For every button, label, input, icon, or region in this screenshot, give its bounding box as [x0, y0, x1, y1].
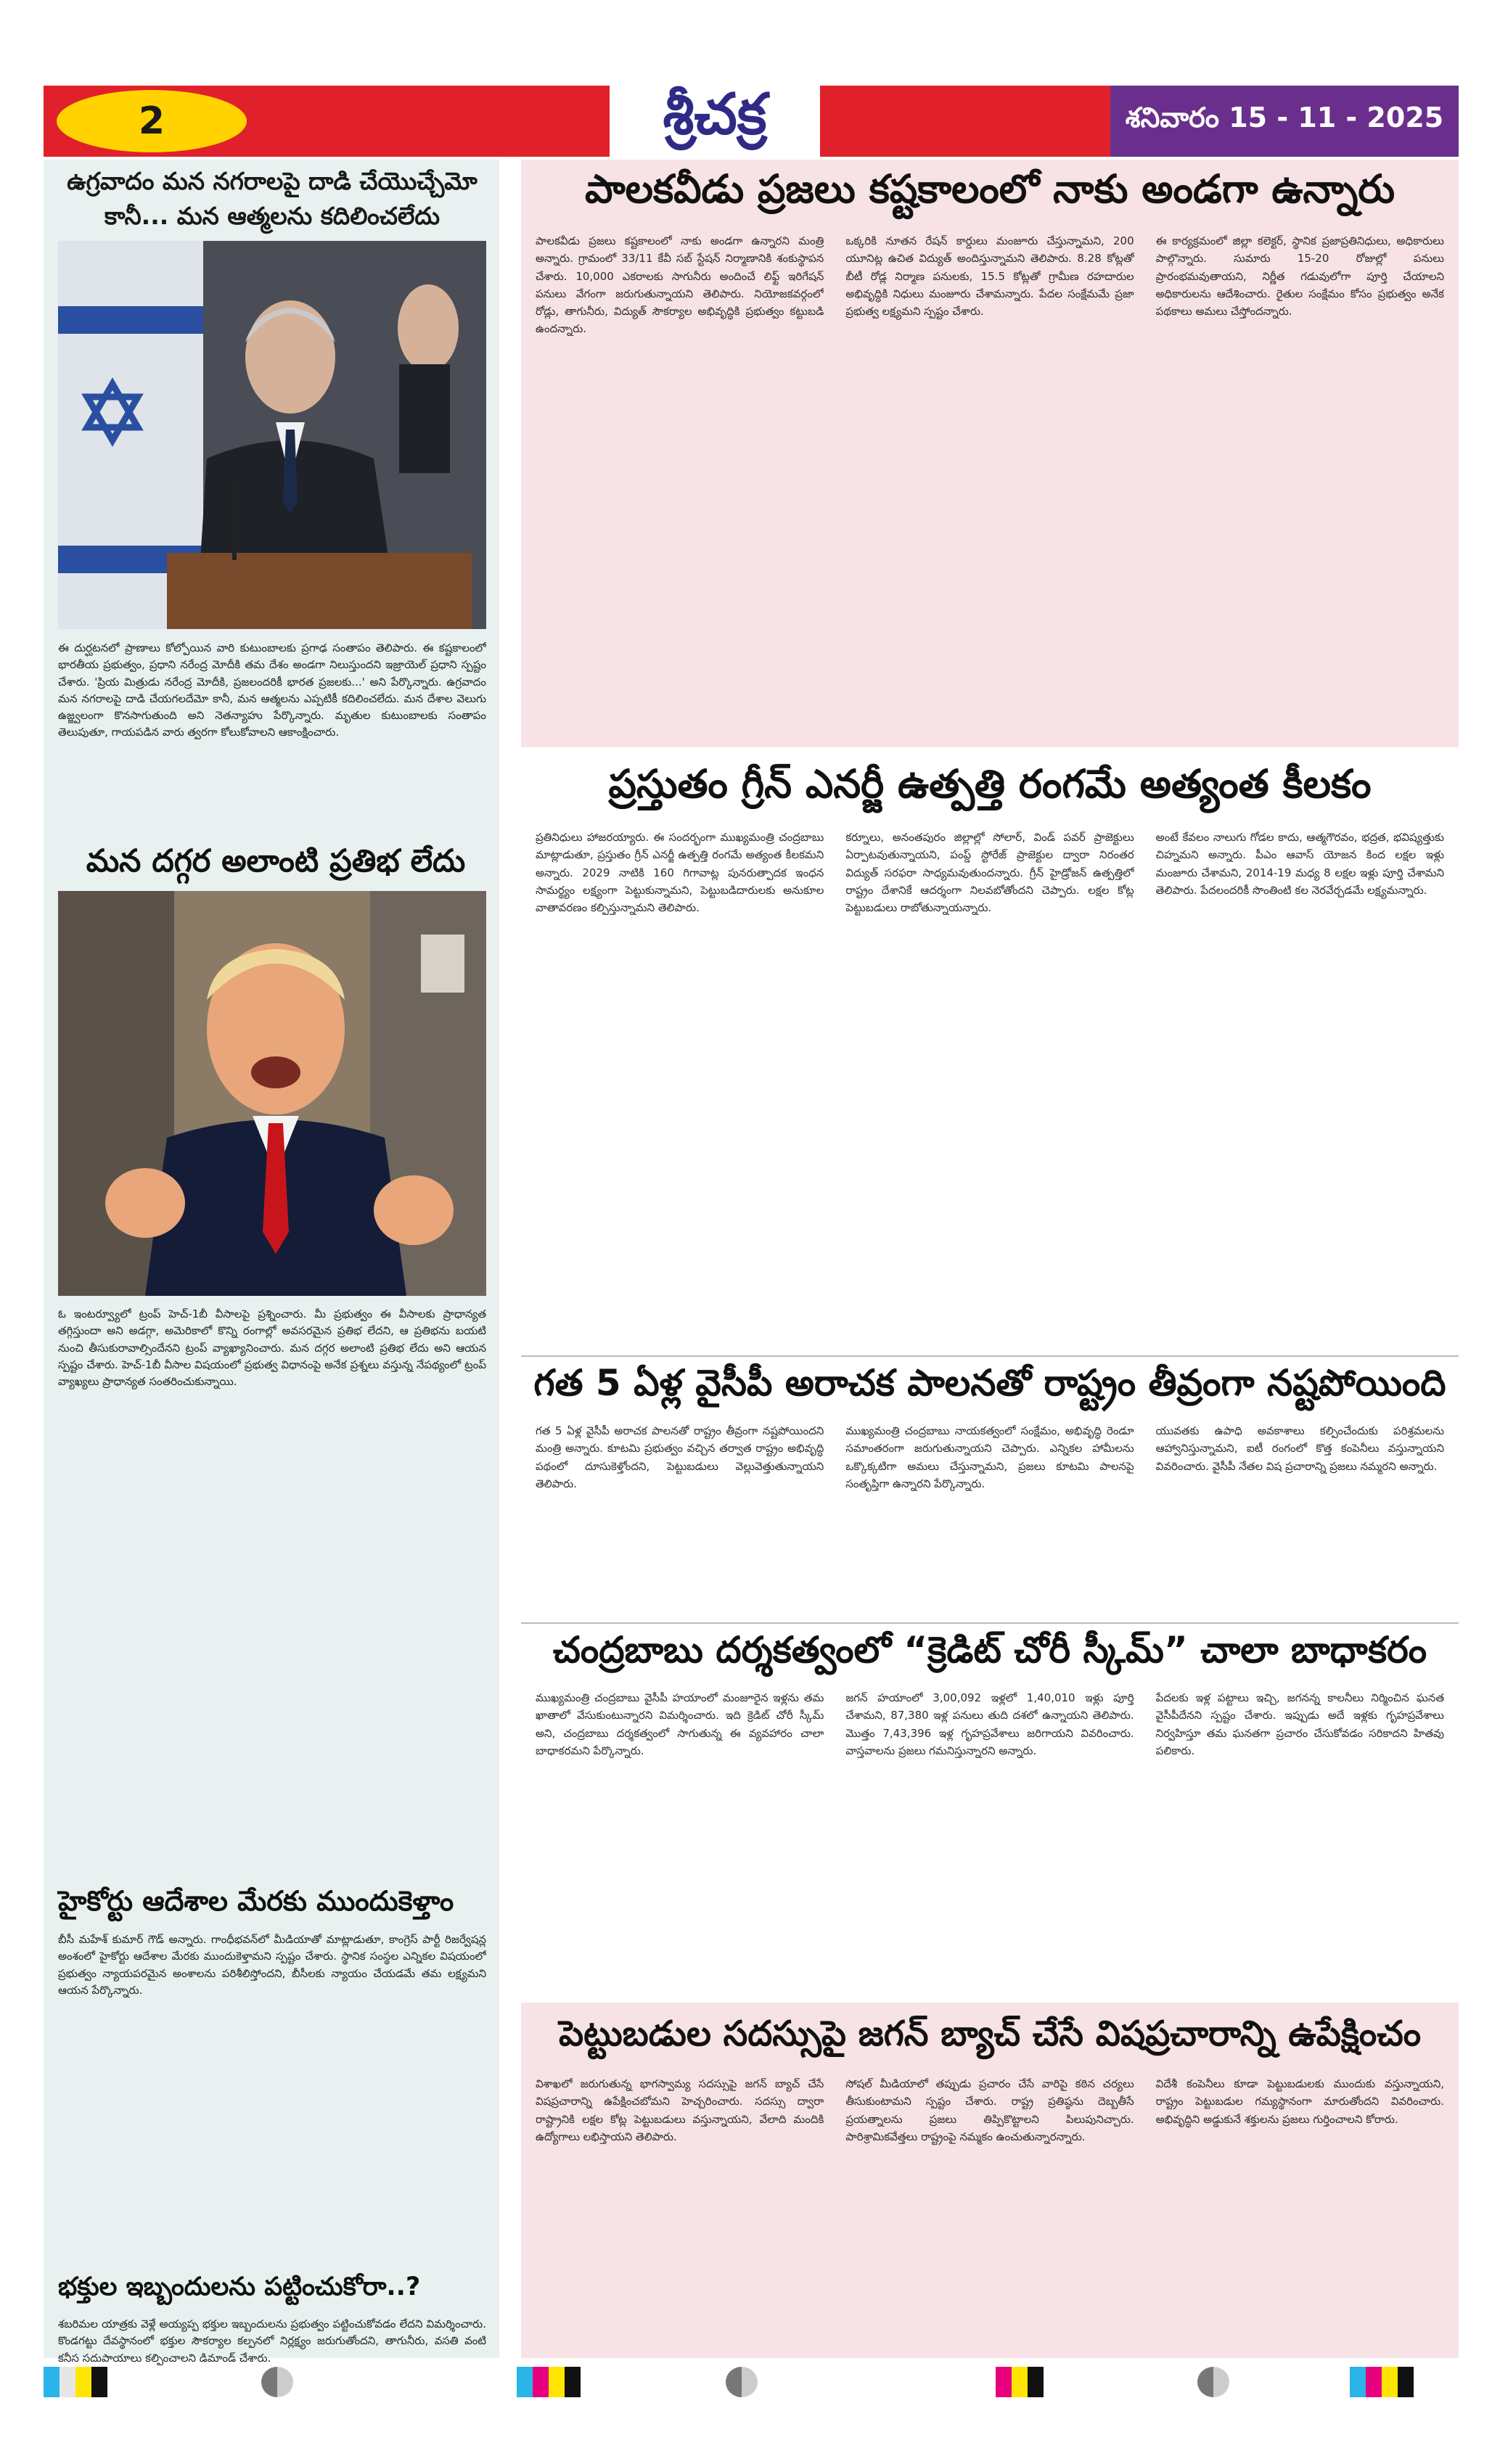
left-headline-4: భక్తుల ఇబ్బందులను పట్టించుకోరా..? — [58, 2272, 421, 2301]
registration-mark — [261, 2367, 293, 2397]
story-3-body: బీసీ మహేశ్ కుమార్ గౌడ్ అన్నారు. గాంధీభవన్‌లో మీడియాతో మాట్లాడుతూ, కాంగ్రెస్ పార్టీ రిజర్వేషన్ల అంశంలో హైకోర్టు ఆదేశాల మేరకు ముందుకెళ్తామని స్పష్టం చేశారు. స్థానిక సంస్థల ఎన్నికల విషయంలో ప్రభుత్వం న్యాయపరమైన అంశాలను పరిశీలిస్తోందని, బీసీలకు న్యాయం చేయడమే తమ లక్ష్యమని ఆయన పేర్కొన్నారు. — [58, 1933, 486, 1997]
left-headline-3: హైకోర్టు ఆదేశాల మేరకు ముందుకెళ్తాం — [58, 1885, 454, 1917]
article-4-column-3: పేదలకు ఇళ్ల పట్టాలు ఇచ్చి, జగనన్న కాలనీలు నిర్మించిన ఘనత వైసీపీదేనని స్పష్టం చేశారు. ఇప్పుడు అదే ఇళ్లకు గృహప్రవేశాలు నిర్వహిస్తూ తమ ఘనతగా ప్రచారం చేసుకోవడం సరికాదని హితవు పలికారు. — [1155, 1691, 1444, 1757]
article-1-column-3: ఈ కార్యక్రమంలో జిల్లా కలెక్టర్, స్థానిక ప్రజాప్రతినిధులు, అధికారులు పాల్గొన్నారు. సుమారు 15-20 రోజుల్లో పనులు ప్రారంభమవుతాయని, నిర్ణీత గడువులోగా పూర్తి చేయాలని అధికారులను ఆదేశించారు. రైతుల సంక్షేమం కోసం ప్రభుత్వం అనేక పథకాలు అమలు చేస్తోందన్నారు. — [1155, 234, 1444, 319]
masthead-red-band-right — [820, 86, 1110, 157]
issue-date: శనివారం 15 - 11 - 2025 — [1110, 86, 1459, 157]
article-2-headline: ప్రస్తుతం గ్రీన్ ఎనర్జీ ఉత్పత్తి రంగమే అత్యంత కీలకం — [608, 761, 1372, 807]
page-number: 2 — [57, 90, 247, 152]
article-4-column-2: జగన్ హయాంలో 3,00,092 ఇళ్లలో 1,40,010 ఇళ్లు పూర్తి చేశామని, 87,380 ఇళ్ల పనులు తుది దశలో ఉన్నాయని తెలిపారు. మొత్తం 7,43,396 ఇళ్ల గృహప్రవేశాలు జరిగాయని వివరించారు. వాస్తవాలను ప్రజలు గమనిస్తున్నారని అన్నారు. — [845, 1691, 1134, 1757]
newspaper-logo: శ్రీచక్ర — [610, 81, 820, 161]
print-color-bar — [44, 2367, 107, 2397]
left-headline-1 — [58, 164, 486, 234]
article-3 — [521, 1358, 1459, 1619]
trump-photo — [58, 891, 486, 1296]
print-color-bar — [996, 2367, 1044, 2397]
article-4-column-1: ముఖ్యమంత్రి చంద్రబాబు వైసీపీ హయాంలో మంజూరైన ఇళ్లను తమ ఖాతాలో వేసుకుంటున్నారని విమర్శించారు. ఇది క్రెడిట్ చోరీ స్కీమ్ అని, చంద్రబాబు దర్శకత్వంలో సాగుతున్న ఈ వ్యవహారం చాలా బాధాకరమని పేర్కొన్నారు. — [536, 1691, 824, 1757]
left-headline-1-line-1: ఉగ్రవాదం మన నగరాలపై దాడి చేయొచ్చేమో — [67, 167, 478, 195]
article-5-column-3: విదేశీ కంపెనీలు కూడా పెట్టుబడులకు ముందుకు వస్తున్నాయని, రాష్ట్రం పెట్టుబడుల గమ్యస్థానంగా మారుతోందని వివరించారు. అభివృద్ధిని అడ్డుకునే శక్తులను ప్రజలు గుర్తించాలని కోరారు. — [1155, 2077, 1444, 2126]
article-3-column-2: ముఖ్యమంత్రి చంద్రబాబు నాయకత్వంలో సంక్షేమం, అభివృద్ధి రెండూ సమాంతరంగా జరుగుతున్నాయని చెప్పారు. ఎన్నికల హామీలను ఒక్కొక్కటిగా అమలు చేస్తున్నామని, ప్రజలు కూటమి పాలనపై సంతృప్తిగా ఉన్నారని పేర్కొన్నారు. — [845, 1424, 1134, 1490]
article-2 — [521, 756, 1459, 1351]
print-color-bar — [517, 2367, 581, 2397]
article-2-column-1: ప్రతినిధులు హాజరయ్యారు. ఈ సందర్భంగా ముఖ్యమంత్రి చంద్రబాబు మాట్లాడుతూ, ప్రస్తుతం గ్రీన్ ఎనర్జీ ఉత్పత్తి రంగమే అత్యంత కీలకమని అన్నారు. 2029 నాటికి 160 గిగావాట్ల పునరుత్పాదక ఇంధన సామర్థ్యం లక్ష్యంగా పెట్టుకున్నామని, పెట్టుబడిదారులకు అనుకూల వాతావరణం కల్పిస్తున్నామని తెలిపారు. — [536, 831, 824, 915]
article-5-headline: పెట్టుబడుల సదస్సుపై జగన్ బ్యాచ్ చేసే విషప్రచారాన్ని ఉపేక్షించం — [558, 2013, 1422, 2054]
article-5-column-1: విశాఖలో జరుగుతున్న భాగస్వామ్య సదస్సుపై జగన్ బ్యాచ్ చేసే విషప్రచారాన్ని ఉపేక్షించబోమని హెచ్చరించారు. సదస్సు ద్వారా రాష్ట్రానికి లక్షల కోట్ల పెట్టుబడులు వస్తున్నాయని, వేలాది మందికి ఉద్యోగాలు లభిస్తాయని తెలిపారు. — [536, 2077, 824, 2143]
left-column — [44, 160, 499, 2365]
article-5-column-2: సోషల్ మీడియాలో తప్పుడు ప్రచారం చేసే వారిపై కఠిన చర్యలు తీసుకుంటామని స్పష్టం చేశారు. రాష్ట్ర ప్రతిష్ఠను దెబ్బతీసే ప్రయత్నాలను ప్రజలు తిప్పికొట్టాలని పిలుపునిచ్చారు. పారిశ్రామికవేత్తలు రాష్ట్రంపై నమ్మకం ఉంచుతున్నారన్నారు. — [845, 2077, 1134, 2143]
article-2-column-3: అంటే కేవలం నాలుగు గోడల కాదు, ఆత్మగౌరవం, భద్రత, భవిష్యత్తుకు చిహ్నమని అన్నారు. పీఎం ఆవాస్ యోజన కింద లక్షల ఇళ్లు మంజూరు చేశామని, 2014-19 మధ్య 8 లక్షల ఇళ్లు పూర్తి చేశామని తెలిపారు. పేదలందరికీ సొంతింటి కల నెరవేర్చడమే లక్ష్యమన్నారు. — [1155, 831, 1444, 897]
netanyahu-photo — [58, 241, 486, 629]
story-4-body: శబరిమల యాత్రకు వెళ్లే అయ్యప్ప భక్తుల ఇబ్బందులను ప్రభుత్వం పట్టించుకోవడం లేదని విమర్శించారు. కొండగట్టు దేవస్థానంలో భక్తుల సౌకర్యాల కల్పనలో నిర్లక్ష్యం జరుగుతోందని, తాగునీరు, వసతి వంటి కనీస సదుపాయాలు కల్పించాలని డిమాండ్ చేశారు. — [58, 2317, 486, 2365]
article-5 — [521, 2003, 1459, 2358]
registration-mark — [1197, 2367, 1229, 2397]
story-1-body: ఈ దుర్ఘటనలో ప్రాణాలు కోల్పోయిన వారి కుటుంబాలకు ప్రగాఢ సంతాపం తెలిపారు. ఈ కష్టకాలంలో భారతీయ ప్రభుత్వం, ప్రధాని నరేంద్ర మోదీకి తమ దేశం అండగా నిలుస్తుందని ఇజ్రాయెల్ ప్రధాని స్పష్టం చేశారు. 'ప్రియ మిత్రుడు నరేంద్ర మోదీకి, ప్రజలందరికీ భారత ప్రజలకు...' అని పేర్కొన్నారు. ఉగ్రవాదం మన నగరాలపై దాడి చేయగలదేమో కానీ, మన ఆత్మలను ఎప్పటికీ కదిలించలేదు. మన దేశాల వెలుగు ఉజ్జ్వలంగా కొనసాగుతుంది అని నెతన్యాహు పేర్కొన్నారు. మృతుల కుటుంబాలకు సంతాపం తెలుపుతూ, గాయపడిన వారు త్వరగా కోలుకోవాలని ఆకాంక్షించారు. — [58, 641, 486, 739]
article-1-column-2: ఒక్కరికి నూతన రేషన్ కార్డులు మంజూరు చేస్తున్నామని, 200 యూనిట్ల ఉచిత విద్యుత్ అందిస్తున్నామని తెలిపారు. 8.28 కోట్లతో బీటీ రోడ్ల నిర్మాణ పనులకు, 15.5 కోట్లతో గ్రామీణ రహదారుల అభివృద్ధికి నిధులు మంజూరు చేశామన్నారు. పేదల సంక్షేమమే ప్రజా ప్రభుత్వ లక్ష్యమని స్పష్టం చేశారు. — [845, 234, 1134, 319]
article-4 — [521, 1625, 1459, 1988]
article-1 — [521, 160, 1459, 747]
article-2-column-2: కర్నూలు, అనంతపురం జిల్లాల్లో సోలార్, విండ్ పవర్ ప్రాజెక్టులు ఏర్పాటవుతున్నాయని, పంప్డ్ స్టోరేజ్ ప్రాజెక్టుల ద్వారా నిరంతర విద్యుత్ సరఫరా సాధ్యమవుతుందన్నారు. గ్రీన్ హైడ్రోజన్ ఉత్పత్తిలో రాష్ట్రం దేశానికే ఆదర్శంగా నిలవబోతోందని చెప్పారు. లక్షల కోట్ల పెట్టుబడులు రాబోతున్నాయన్నారు. — [845, 831, 1134, 915]
print-color-bar — [1350, 2367, 1414, 2397]
story-2-body: ఓ ఇంటర్వ్యూలో ట్రంప్ హెచ్-1బీ వీసాలపై ప్రశ్నించారు. మీ ప్రభుత్వం ఈ వీసాలకు ప్రాధాన్యత తగ్గిస్తుందా అని అడగ్గా, అమెరికాలో కొన్ని రంగాల్లో అవసరమైన ప్రతిభ లేదని, ఆ ప్రతిభను బయటి నుంచి తీసుకురావాల్సిందేనని ట్రంప్ వ్యాఖ్యానించారు. మన దగ్గర అలాంటి ప్రతిభ లేదు అని ఆయన స్పష్టం చేశారు. హెచ్-1బీ వీసాల విషయంలో ప్రభుత్వ విధానంపై అనేక ప్రశ్నలు వస్తున్న నేపథ్యంలో ట్రంప్ వ్యాఖ్యలు ప్రాధాన్యత సంతరించుకున్నాయి. — [58, 1307, 486, 1388]
registration-mark — [726, 2367, 758, 2397]
article-4-headline: చంద్రబాబు దర్శకత్వంలో “క్రెడిట్ చోరీ స్కీమ్” చాలా బాధాకరం — [552, 1629, 1427, 1671]
article-3-column-1: గత 5 ఏళ్ల వైసీపీ అరాచక పాలనతో రాష్ట్రం తీవ్రంగా నష్టపోయిందని మంత్రి అన్నారు. కూటమి ప్రభుత్వం వచ్చిన తర్వాత రాష్ట్రం అభివృద్ధి పథంలో దూసుకెళ్తోందని, పెట్టుబడులు వెల్లువెత్తుతున్నాయని తెలిపారు. — [536, 1424, 824, 1490]
left-headline-1-line-2: కానీ... మన ఆత్మలను కదిలించలేదు — [104, 201, 440, 230]
article-3-column-3: యువతకు ఉపాధి అవకాశాలు కల్పించేందుకు పరిశ్రమలను ఆహ్వానిస్తున్నామని, ఐటీ రంగంలో కొత్త కంపెనీలు వస్తున్నాయని వివరించారు. వైసీపీ నేతల విష ప్రచారాన్ని ప్రజలు నమ్మరని అన్నారు. — [1155, 1424, 1444, 1473]
article-1-headline: పాలకవీడు ప్రజలు కష్టకాలంలో నాకు అండగా ఉన్నారు — [584, 166, 1396, 212]
article-3-headline: గత 5 ఏళ్ల వైసీపీ అరాచక పాలనతో రాష్ట్రం తీవ్రంగా నష్టపోయింది — [533, 1362, 1446, 1404]
divider — [521, 1355, 1459, 1357]
left-headline-2: మన దగ్గర అలాంటి ప్రతిభ లేదు — [86, 843, 466, 879]
divider — [521, 1622, 1459, 1624]
masthead — [44, 81, 1459, 157]
article-1-column-1: పాలకవీడు ప్రజలు కష్టకాలంలో నాకు అండగా ఉన్నారని మంత్రి అన్నారు. గ్రామంలో 33/11 కేవీ సబ్ స్టేషన్ నిర్మాణానికి శంకుస్థాపన చేశారు. 10,000 ఎకరాలకు సాగునీరు అందించే లిఫ్ట్ ఇరిగేషన్ పనులు వేగంగా జరుగుతున్నాయని తెలిపారు. నియోజకవర్గంలో రోడ్లు, తాగునీరు, విద్యుత్ సౌకర్యాల అభివృద్ధికి ప్రభుత్వం కట్టుబడి ఉందన్నారు. — [536, 234, 824, 336]
